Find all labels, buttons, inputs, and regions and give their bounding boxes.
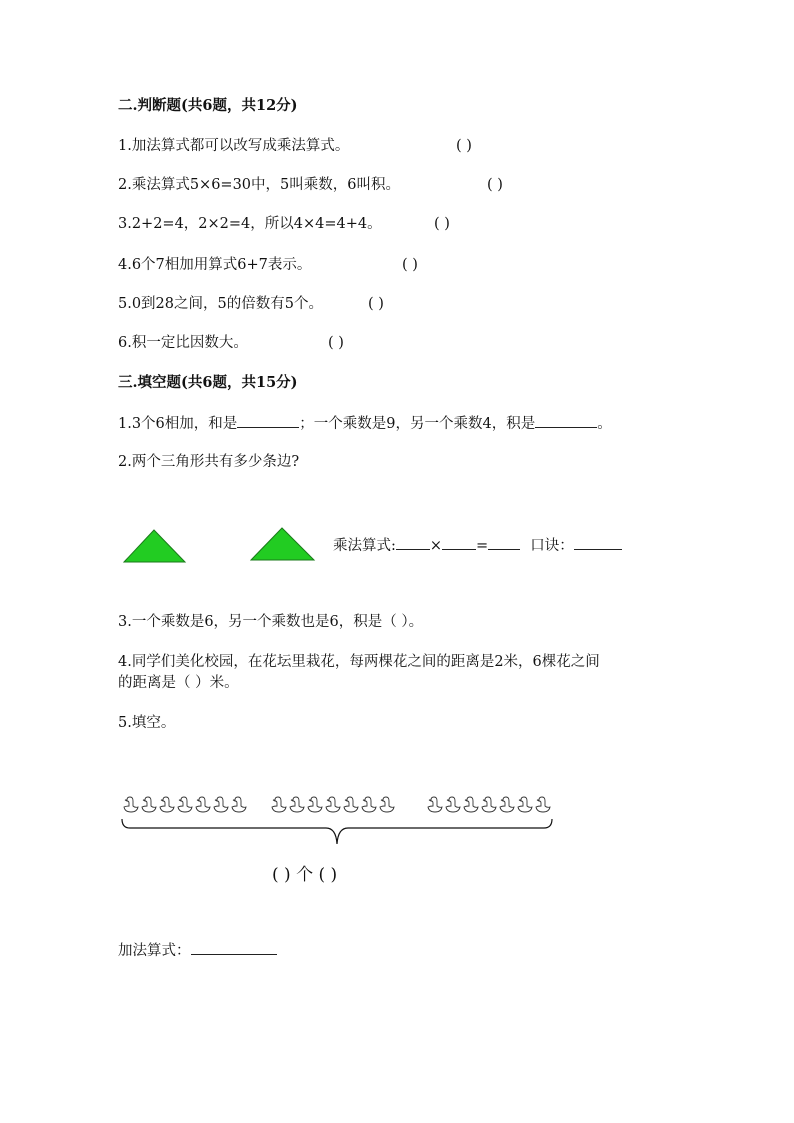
goose-icon: [142, 797, 156, 812]
addition-label: 加法算式：: [118, 943, 191, 959]
answer-blank-koujue[interactable]: [574, 535, 622, 550]
goose-icon: [178, 797, 192, 812]
goose-icon: [518, 797, 532, 812]
judgment-question-1: 1.加法算式都可以改写成乘法算式。: [118, 138, 350, 154]
goose-icon: [272, 797, 286, 812]
caption-ge: 个: [296, 865, 314, 885]
goose-icon: [214, 797, 228, 812]
goose-icon: [362, 797, 376, 812]
goose-group: [426, 793, 556, 815]
answer-blank-factor-1[interactable]: [396, 535, 430, 550]
fill-question-5: 5.填空。: [118, 715, 176, 731]
goose-icon: [124, 797, 138, 812]
multiplication-label: 乘法算式:: [333, 538, 396, 554]
equals-sign: =: [476, 538, 489, 554]
answer-blank-product[interactable]: [535, 413, 597, 428]
answer-paren-1[interactable]: ( ): [456, 138, 472, 154]
fill-question-4-line2: 的距离是（ ）米。: [118, 675, 239, 691]
goose-icon: [160, 797, 174, 812]
goose-icon: [500, 797, 514, 812]
section-heading-fill-in: 三.填空题(共6题，共15分): [118, 374, 298, 391]
goose-icon: [290, 797, 304, 812]
goose-group: [122, 793, 252, 815]
goose-icon: [464, 797, 478, 812]
goose-icon: [428, 797, 442, 812]
fill-question-1-part3: 。: [597, 416, 612, 432]
goose-icon: [446, 797, 460, 812]
multiplication-answer-row: [333, 535, 622, 556]
answer-paren-3[interactable]: ( ): [434, 216, 450, 232]
koujue-label: 口诀：: [530, 538, 574, 554]
goose-icon: [344, 797, 358, 812]
addition-answer-row: [118, 940, 277, 961]
times-sign: ×: [429, 538, 443, 554]
section-heading-judgment: 二.判断题(共6题，共12分): [118, 97, 298, 114]
fill-question-4-line1: 4.同学们美化校园，在花坛里栽花，每两棵花之间的距离是2米，6棵花之间: [118, 654, 600, 670]
judgment-question-3: 3.2+2=4，2×2=4，所以4×4=4+4。: [118, 216, 382, 232]
fill-question-1: [118, 413, 612, 434]
judgment-question-2: 2.乘法算式5×6=30中，5叫乘数，6叫积。: [118, 177, 400, 193]
green-triangle-icon: [250, 527, 316, 561]
judgment-question-5: 5.0到28之间，5的倍数有5个。: [118, 296, 323, 312]
curly-brace-icon: [120, 818, 554, 848]
answer-paren-2[interactable]: ( ): [487, 177, 503, 193]
answer-paren-each[interactable]: ( ): [318, 865, 338, 885]
caption-row: [272, 865, 337, 885]
green-triangle-icon: [123, 529, 187, 563]
fill-question-1-part1: 1.3个6相加，和是: [118, 416, 238, 432]
goose-icon: [326, 797, 340, 812]
answer-paren-4[interactable]: ( ): [402, 257, 418, 273]
judgment-question-4: 4.6个7相加用算式6+7表示。: [118, 257, 312, 273]
goose-group: [270, 793, 400, 815]
goose-icon: [196, 797, 210, 812]
goose-icon: [380, 797, 394, 812]
answer-blank-product-2[interactable]: [488, 535, 520, 550]
goose-icon: [308, 797, 322, 812]
answer-paren-5[interactable]: ( ): [368, 296, 384, 312]
answer-blank-factor-2[interactable]: [442, 535, 476, 550]
fill-question-3: 3.一个乘数是6，另一个乘数也是6，积是（ ）。: [118, 614, 424, 630]
goose-icon: [482, 797, 496, 812]
answer-paren-6[interactable]: ( ): [328, 335, 344, 351]
judgment-question-6: 6.积一定比因数大。: [118, 335, 248, 351]
answer-blank-addition[interactable]: [191, 940, 277, 955]
goose-icon: [232, 797, 246, 812]
fill-question-1-part2: ；一个乘数是9，另一个乘数4，积是: [299, 416, 536, 432]
fill-question-2: 2.两个三角形共有多少条边?: [118, 454, 300, 470]
answer-blank-sum[interactable]: [237, 413, 299, 428]
answer-paren-count[interactable]: ( ): [272, 865, 291, 885]
goose-icon: [536, 797, 550, 812]
